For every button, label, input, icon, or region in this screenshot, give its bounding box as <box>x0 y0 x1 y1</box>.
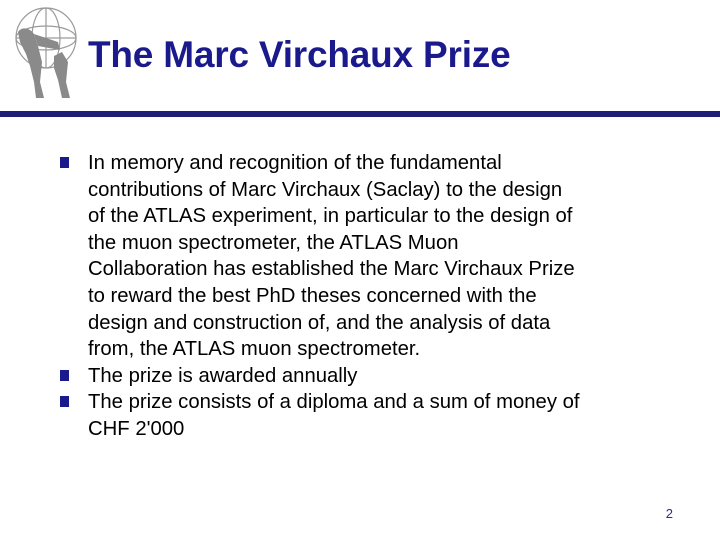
slide-title: The Marc Virchaux Prize <box>88 34 511 75</box>
bullet-square-icon <box>60 396 69 407</box>
bullet-line: CHF 2'000 <box>88 417 185 440</box>
bullet-line: to reward the best PhD theses concerned with the <box>88 284 537 307</box>
page-number: 2 <box>665 506 673 521</box>
bullet-square-icon <box>60 370 69 381</box>
atlas-logo-icon <box>8 2 86 100</box>
bullet-line: contributions of Marc Virchaux (Saclay) to the design <box>88 178 563 201</box>
bullet-item <box>60 363 680 390</box>
bullet-line: The prize consists of a diploma and a sum of money of <box>88 391 580 414</box>
bullet-line: design and construction of, and the analysis of data <box>88 311 551 334</box>
bullet-line: of the ATLAS experiment, in particular to the design of <box>88 205 573 228</box>
bullet-line: from, the ATLAS muon spectrometer. <box>88 338 421 361</box>
bullet-item <box>60 150 680 363</box>
bullet-item <box>60 389 680 442</box>
bullet-line: The prize is awarded annually <box>88 364 358 387</box>
bullet-line: Collaboration has established the Marc Virchaux Prize <box>88 258 575 281</box>
bullet-line: In memory and recognition of the fundamental <box>88 152 502 174</box>
bullet-line: the muon spectrometer, the ATLAS Muon <box>88 231 459 254</box>
title-divider <box>0 111 720 117</box>
bullet-square-icon <box>60 157 69 168</box>
bullet-list <box>60 150 680 443</box>
